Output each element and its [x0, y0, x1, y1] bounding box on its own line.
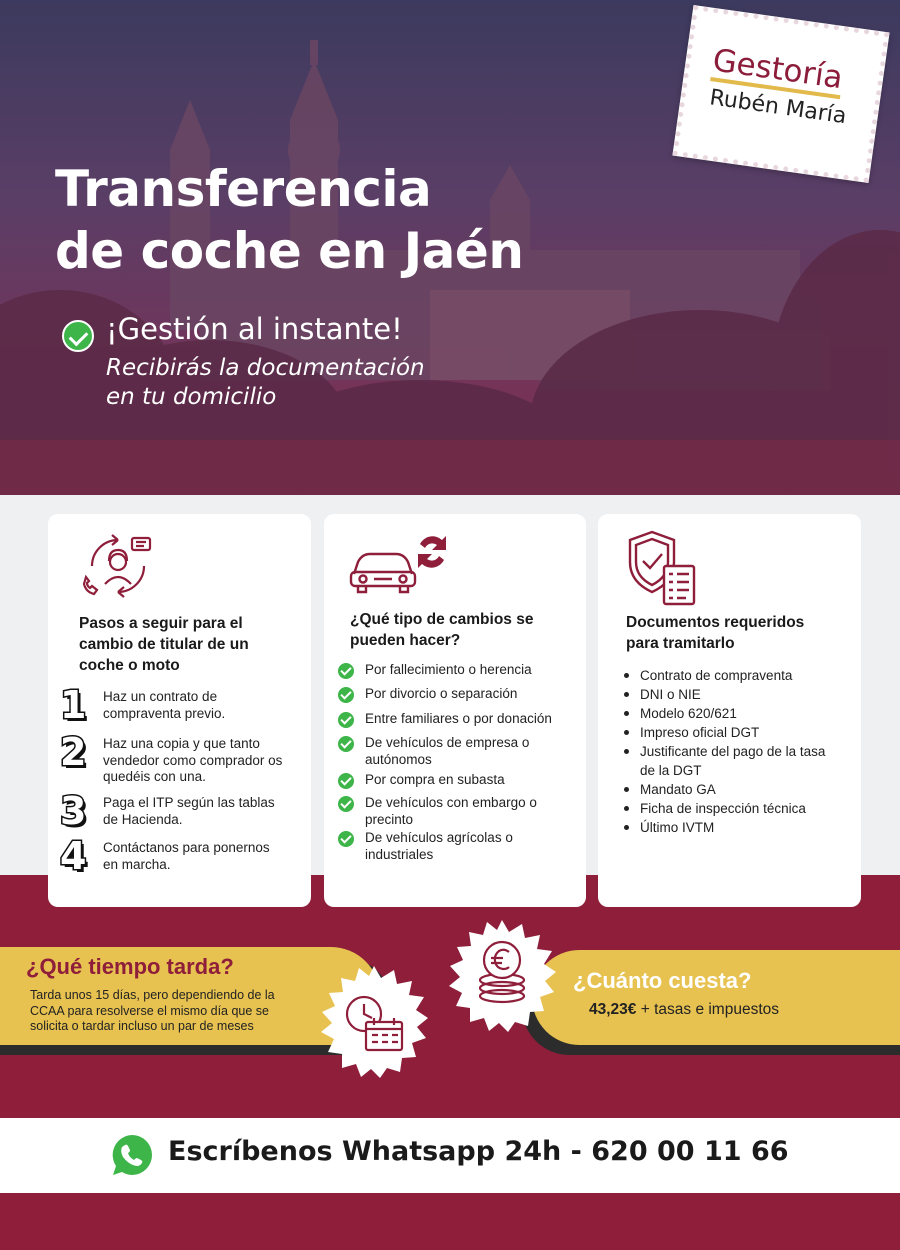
logo-owner: Rubén María — [708, 85, 848, 130]
list-item — [622, 742, 852, 780]
support-agent-icon — [78, 526, 158, 606]
whatsapp-icon[interactable] — [110, 1133, 154, 1177]
change-item-text — [365, 735, 529, 768]
changes-heading-line-2: pueden hacer? — [350, 632, 461, 649]
list-item-line: Justificante del pago de la tasa — [640, 744, 826, 759]
steps-heading-line-1: Pasos a seguir para el — [79, 615, 243, 632]
whatsapp-contact-link[interactable]: Escríbenos Whatsapp 24h - 620 00 11 66 — [168, 1136, 789, 1167]
change-item-text — [365, 772, 505, 789]
change-item-line: De vehículos de empresa o — [365, 735, 530, 750]
documents-card — [598, 514, 861, 907]
cost-title: ¿Cuánto cuesta? — [573, 968, 752, 993]
cost-price: 43,23€ — [589, 1001, 637, 1018]
list-item-line: Contrato de compraventa — [640, 668, 793, 683]
step-text — [103, 840, 270, 873]
step-text-line: compraventa previo. — [103, 705, 226, 721]
hero-banner — [0, 0, 900, 495]
time-description — [30, 988, 275, 1035]
change-item-line: Por compra en subasta — [365, 772, 505, 787]
change-item-text — [365, 795, 537, 828]
tagline: ¡Gestión al instante! — [106, 312, 403, 346]
step-text-line: vendedor como comprador os — [103, 752, 283, 768]
step-text-line: de Hacienda. — [103, 811, 183, 827]
change-item-line: Entre familiares o por donación — [365, 711, 552, 726]
change-item-line: precinto — [365, 811, 414, 827]
change-item-text — [365, 686, 517, 703]
list-item-line: de la DGT — [640, 763, 702, 778]
list-item-line: Ficha de inspección técnica — [640, 801, 806, 816]
documents-heading — [626, 612, 804, 654]
check-circle-icon — [338, 736, 354, 752]
steps-card — [48, 514, 311, 907]
time-title: ¿Qué tiempo tarda? — [26, 954, 234, 979]
check-circle-icon — [338, 831, 354, 847]
check-circle-icon — [338, 773, 354, 789]
change-item-line: De vehículos con embargo o — [365, 795, 537, 810]
step-number: 4 — [60, 834, 87, 878]
logo-name: Gestoría — [710, 43, 845, 99]
list-item — [622, 780, 852, 799]
subtitle-line-1: Recibirás la documentación — [106, 355, 425, 381]
step-number: 1 — [60, 683, 87, 727]
list-item-line: Impreso oficial DGT — [640, 725, 760, 740]
check-circle-icon — [338, 712, 354, 728]
steps-heading-line-2: cambio de titular de un — [79, 636, 249, 653]
check-circle-icon — [338, 687, 354, 703]
list-item-line: Modelo 620/621 — [640, 706, 737, 721]
list-item-line: Mandato GA — [640, 782, 716, 797]
step-text-line: Contáctanos para ponernos — [103, 840, 270, 855]
step-text-line: quedéis con una. — [103, 769, 206, 784]
changes-card — [324, 514, 586, 907]
list-item — [622, 818, 852, 837]
documents-heading-line-1: Documentos requeridos — [626, 614, 805, 631]
changes-heading — [350, 609, 533, 651]
time-description-line: CCAA para resolverse el mismo día que se — [30, 1003, 269, 1018]
step-number: 2 — [60, 730, 87, 774]
cost-panel — [532, 950, 900, 1045]
euro-coins-icon — [446, 920, 558, 1032]
subtitle-line-2: en tu domicilio — [106, 384, 277, 410]
change-item-line: autónomos — [365, 751, 432, 767]
step-text — [103, 795, 275, 828]
title-line-2: de coche en Jaén — [55, 222, 524, 280]
cost-price-suffix: + tasas e impuestos — [636, 1001, 780, 1018]
footer-band — [0, 1193, 900, 1250]
change-item-line: De vehículos agrícolas o — [365, 830, 513, 845]
list-item — [622, 799, 852, 818]
steps-heading-line-3: coche o moto — [79, 657, 180, 674]
change-item-line: industriales — [365, 846, 434, 862]
step-text-line: Haz una copia y que tanto — [103, 736, 260, 751]
change-item-text — [365, 662, 532, 679]
list-item-line: Último IVTM — [640, 820, 715, 835]
cost-price-line — [589, 1001, 779, 1019]
brand-logo-stamp — [672, 5, 889, 183]
step-text — [103, 689, 225, 722]
list-item — [622, 666, 852, 685]
step-text-line: en marcha. — [103, 856, 171, 872]
change-item-text — [365, 830, 513, 863]
steps-heading — [79, 613, 249, 676]
step-text-line: Paga el ITP según las tablas — [103, 795, 275, 810]
check-circle-icon — [338, 663, 354, 679]
shield-document-icon — [626, 528, 698, 608]
documents-heading-line-2: para tramitarlo — [626, 635, 735, 652]
list-item — [622, 685, 852, 704]
check-circle-icon — [338, 796, 354, 812]
list-item — [622, 704, 852, 723]
list-item-line: DNI o NIE — [640, 687, 701, 702]
change-item-line: Por fallecimiento o herencia — [365, 662, 532, 677]
step-number: 3 — [60, 789, 87, 833]
change-item-text — [365, 711, 552, 728]
page-title — [55, 158, 523, 282]
time-description-line: solicita o tardar incluso un par de meses — [30, 1019, 254, 1033]
title-line-1: Transferencia — [55, 160, 432, 218]
documents-list — [622, 666, 852, 837]
change-item-line: Por divorcio o separación — [365, 686, 518, 701]
clock-calendar-icon — [318, 966, 430, 1078]
subtitle — [106, 354, 425, 412]
check-circle-icon — [62, 320, 94, 352]
changes-heading-line-1: ¿Qué tipo de cambios se — [350, 611, 534, 628]
list-item — [622, 723, 852, 742]
step-text — [103, 736, 282, 786]
car-exchange-icon — [348, 526, 448, 598]
step-text-line: Haz un contrato de — [103, 689, 218, 704]
time-description-line: Tarda unos 15 días, pero dependiendo de la — [30, 988, 275, 1002]
